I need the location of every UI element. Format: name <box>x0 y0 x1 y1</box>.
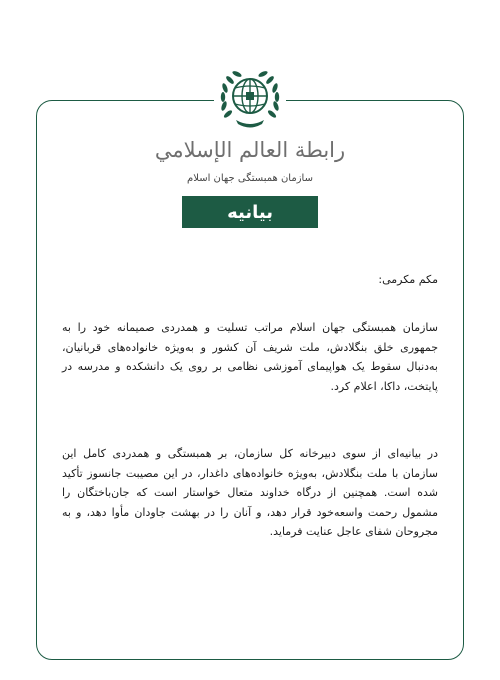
organization-name-arabic: رابطة العالم الإسلامي <box>154 138 346 162</box>
statement-paragraph-2: در بیانیه‌ای از سوی دبیرخانه کل سازمان، بر همبستگی و همدردی کامل این سازمان با ملت بنگلادش، به‌ویژه خانواده‌های داغدار، در این مصیبت جانسوز تأکید شده است. همچنین از درگاه خداوند متعال خواستار است که جان‌باختگان را مشمول رحمت واسعه‌خود قرار دهد، و آنان را در بهشت جاودان مأوا دهد، و به مجروحان شفای عاجل عنایت فرماید. <box>62 447 438 538</box>
salutation: مکم مکرمی: <box>378 273 438 286</box>
organization-emblem <box>214 62 286 134</box>
statement-paragraph-1: سازمان همبستگی جهان اسلام مراتب تسلیت و همدردی صمیمانه خود را به جمهوری خلق بنگلادش، ملت شریف آن کشور و به‌ویژه خانواده‌های قربانیان، به‌دنبال سقوط یک هواپیمای آموزشی نظامی بر روی یک دانشکده و مدرسه در پایتخت، داکا، اعلام کرد. <box>62 321 438 393</box>
organization-name-persian: سازمان همبستگی جهان اسلام <box>187 173 313 184</box>
globe-wreath-icon <box>214 62 286 134</box>
statement-banner-label: بیانیه <box>227 201 273 223</box>
statement-banner <box>182 196 318 228</box>
